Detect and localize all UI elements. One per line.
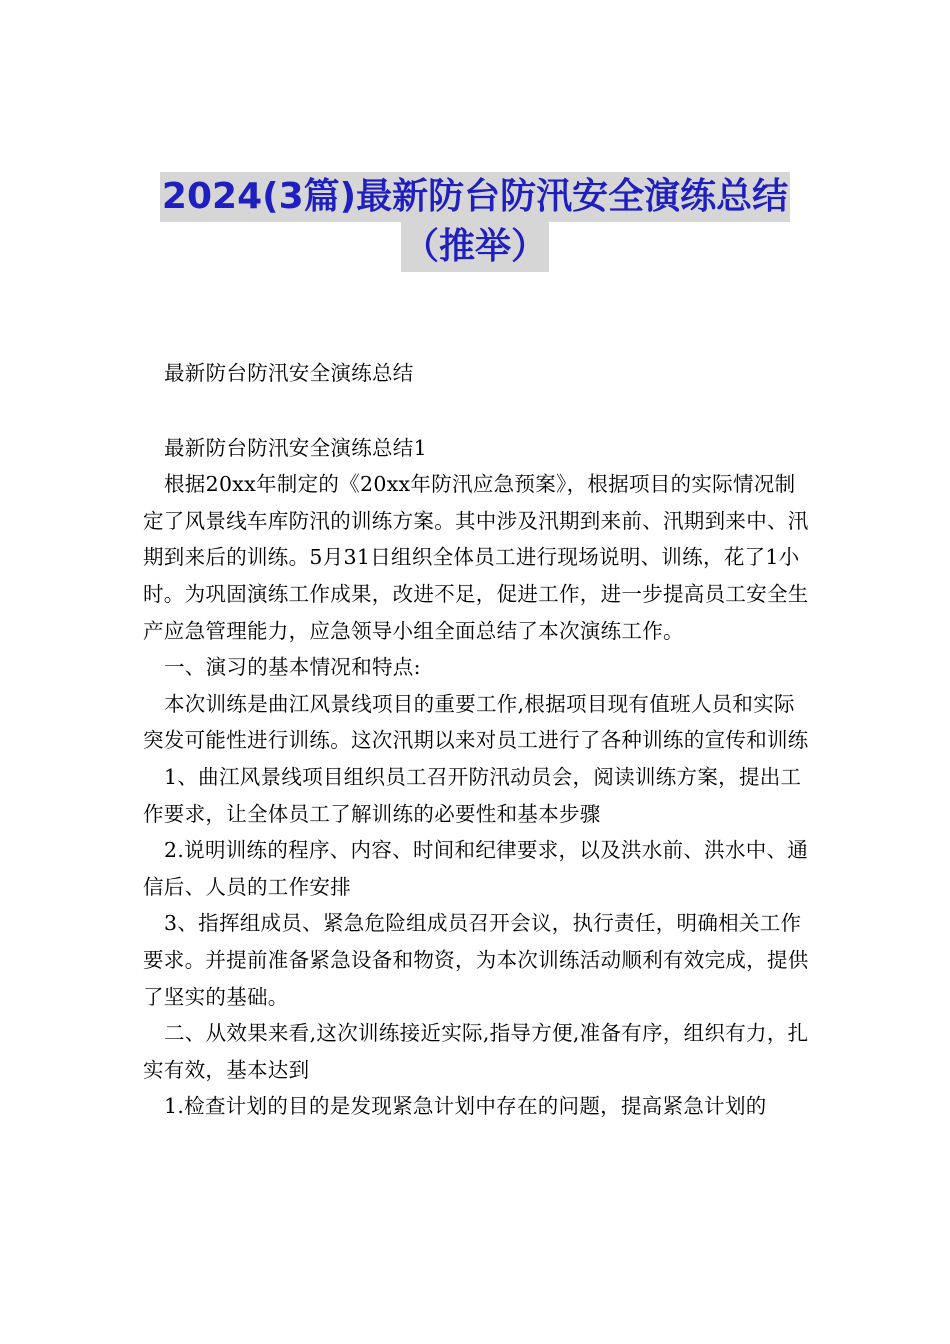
body-paragraph: 二、从效果来看,这次训练接近实际,指导方便,准备有序，组织有力，扎实有效，基本达到 xyxy=(143,1021,809,1082)
document-title xyxy=(0,172,950,272)
body-paragraph: 一、演习的基本情况和特点: xyxy=(164,655,421,680)
body-paragraph: 2.说明训练的程序、内容、时间和纪律要求，以及洪水前、洪水中、通信后、人员的工作安排 xyxy=(143,838,809,899)
section-heading: 最新防台防汛安全演练总结 xyxy=(164,361,414,385)
body-paragraph: 本次训练是曲江风景线项目的重要工作,根据项目现有值班人员和实际突发可能性进行训练。这次汛期以来对员工进行了各种训练的宣传和训练 xyxy=(143,691,809,753)
title-line-2: （推举） xyxy=(401,222,549,272)
document-body xyxy=(143,355,815,1125)
subsection-heading: 最新防台防汛安全演练总结1 xyxy=(164,435,427,460)
body-paragraph: 根据20xx年制定的《20xx年防汛应急预案》，根据项目的实际情况制定了风景线车库防汛的训练方案。其中涉及汛期到来前、汛期到来中、汛期到来后的训练。5月31日组织全体员工进行现场说明、训练，花了1小时。为巩固演练工作成果，改进不足，促进工作，进一步提高员工安全生产应急管理能力，应急领导小组全面总结了本次演练工作。 xyxy=(143,472,809,643)
body-paragraph: 1、曲江风景线项目组织员工召开防汛动员会，阅读训练方案，提出工作要求，让全体员工了解训练的必要性和基本步骤 xyxy=(143,764,802,826)
body-paragraph: 3、指挥组成员、紧急危险组成员召开会议，执行责任，明确相关工作要求。并提前准备紧急设备和物资，为本次训练活动顺利有效完成，提供了坚实的基础。 xyxy=(143,911,809,1009)
title-line-1: 2024(3篇)最新防台防汛安全演练总结 xyxy=(160,172,790,222)
body-paragraph: 1.检查计划的目的是发现紧急计划中存在的问题，提高紧急计划的 xyxy=(164,1094,767,1119)
